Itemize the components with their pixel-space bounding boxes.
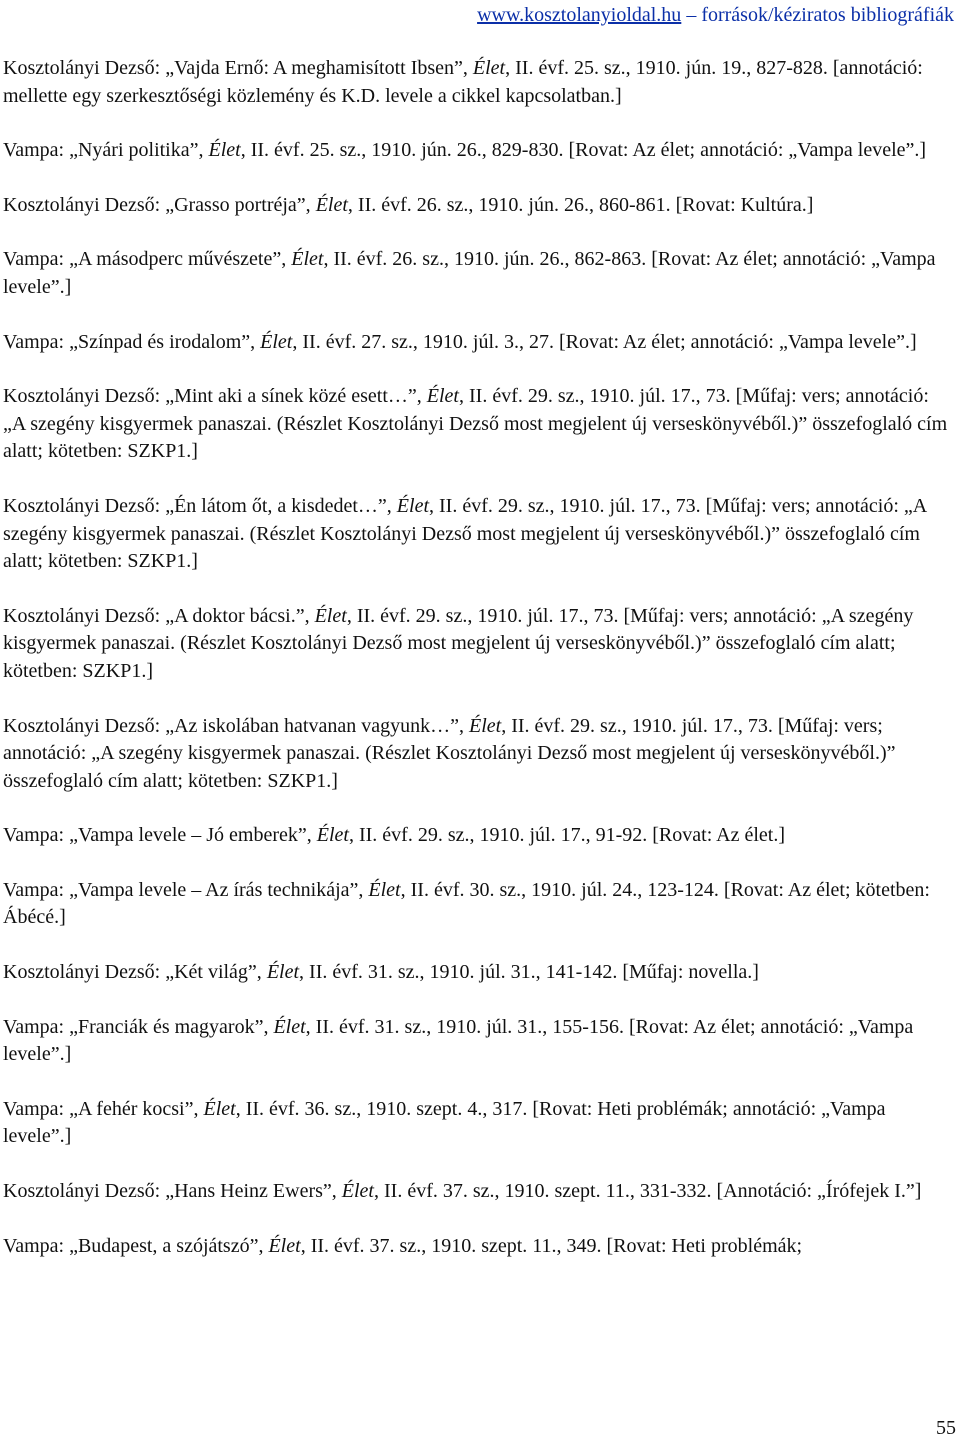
section-breadcrumb: – források/kéziratos bibliográfiák (686, 4, 954, 26)
entry-details: , II. évf. 25. sz., 1910. jún. 19., 827-828. [annotáció: mellette egy szerkesztőségi közlemény és K.D. levele a cikkel kapcsolatban.] (3, 57, 923, 107)
entry-text: Kosztolányi Dezső: „A doktor bácsi.”, (3, 604, 315, 627)
entry-text: Vampa: „Franciák és magyarok”, (3, 1015, 274, 1038)
bibliography-entry (3, 55, 955, 110)
entry-details: , II. évf. 37. sz., 1910. szept. 11., 349. [Rovat: Heti problémák; (300, 1234, 803, 1257)
bibliography-list (3, 55, 955, 1287)
bibliography-entry (3, 137, 955, 165)
entry-text: Kosztolányi Dezső: „Az iskolában hatvanan vagyunk…”, (3, 714, 469, 737)
journal-title: Élet (368, 878, 401, 901)
entry-details: , II. évf. 29. sz., 1910. júl. 17., 73. [Műfaj: vers; annotáció: „A szegény kisgyermek panaszai. (Részlet Kosztolányi Dezső most megjelent új verseskönyvéből.)” összefoglaló cím alatt; kötetben: SZKP1.] (3, 604, 914, 682)
entry-text: Kosztolányi Dezső: „Két világ”, (3, 961, 267, 984)
bibliography-entry (3, 493, 955, 576)
entry-details: , II. évf. 26. sz., 1910. jún. 26., 860-861. [Rovat: Kultúra.] (347, 193, 814, 216)
entry-text: Vampa: „Budapest, a szójátszó”, (3, 1234, 269, 1257)
bibliography-entry (3, 246, 955, 301)
entry-text: Kosztolányi Dezső: „Grasso portréja”, (3, 193, 316, 216)
entry-text: Vampa: „Vampa levele – Az írás technikája”, (3, 878, 369, 901)
entry-details: , II. évf. 26. sz., 1910. jún. 26., 862-863. [Rovat: Az élet; annotáció: „Vampa levele”.] (3, 248, 936, 298)
journal-title: Élet (472, 57, 506, 79)
journal-title: Élet (314, 604, 347, 627)
journal-title: Élet (291, 248, 324, 271)
bibliography-entry (3, 192, 955, 220)
entry-details: , II. évf. 27. sz., 1910. júl. 3., 27. [Rovat: Az élet; annotáció: „Vampa levele”.] (292, 330, 917, 353)
entry-details: , II. évf. 30. sz., 1910. júl. 24., 123-124. [Rovat: Az élet; kötetben: Ábécé.] (3, 878, 930, 929)
journal-title: Élet (341, 1180, 374, 1203)
entry-details: , II. évf. 31. sz., 1910. júl. 31., 155-156. [Rovat: Az élet; annotáció: „Vampa levele”.] (3, 1015, 914, 1066)
bibliography-entry (3, 877, 955, 932)
entry-text: Vampa: „A fehér kocsi”, (3, 1097, 204, 1120)
entry-text: Vampa: „Színpad és irodalom”, (3, 330, 261, 353)
entry-text: Kosztolányi Dezső: „Vajda Ernő: A meghamisított Ibsen”, (3, 57, 473, 79)
entry-details: , II. évf. 37. sz., 1910. szept. 11., 331-332. [Annotáció: „Írófejek I.”] (374, 1180, 922, 1203)
journal-title: Élet (203, 1097, 236, 1120)
bibliography-entry (3, 329, 955, 357)
entry-text: Vampa: „A másodperc művészete”, (3, 248, 292, 271)
entry-details: , II. évf. 25. sz., 1910. jún. 26., 829-830. [Rovat: Az élet; annotáció: „Vampa levele”.] (240, 139, 927, 162)
entry-details: , II. évf. 29. sz., 1910. júl. 17., 91-92. [Rovat: Az élet.] (348, 824, 786, 847)
entry-details: , II. évf. 29. sz., 1910. júl. 17., 73. [Műfaj: vers; annotáció: „A szegény kisgyermek panaszai. (Részlet Kosztolányi Dezső most megjelent új verseskönyvéből.)” összefoglaló cím alatt; kötetben: SZKP1.] (3, 714, 896, 792)
journal-title: Élet (273, 1015, 306, 1038)
journal-title: Élet (316, 824, 349, 847)
journal-title: Élet (426, 385, 459, 408)
journal-title: Élet (260, 330, 293, 353)
entry-text: Kosztolányi Dezső: „Hans Heinz Ewers”, (3, 1180, 342, 1203)
entry-details: , II. évf. 31. sz., 1910. júl. 31., 141-142. [Műfaj: novella.] (299, 961, 759, 984)
bibliography-entry (3, 713, 955, 796)
entry-text: Vampa: „Vampa levele – Jó emberek”, (3, 824, 317, 847)
journal-title: Élet (468, 714, 502, 737)
journal-title: Élet (266, 961, 300, 984)
entry-details: , II. évf. 36. sz., 1910. szept. 4., 317. [Rovat: Heti problémák; annotáció: „Vampa levele”.] (3, 1097, 886, 1148)
bibliography-entry (3, 1178, 955, 1206)
entry-text: Kosztolányi Dezső: „Mint aki a sínek közé esett…”, (3, 385, 427, 408)
entry-text: Vampa: „Nyári politika”, (3, 139, 209, 162)
journal-title: Élet (396, 494, 430, 517)
entry-details: , II. évf. 29. sz., 1910. júl. 17., 73. [Műfaj: vers; annotáció: „A szegény kisgyermek panaszai. (Részlet Kosztolányi Dezső most megjelent új verseskönyvéből.)” összefoglaló cím alatt; kötetben: SZKP1.] (3, 385, 948, 463)
journal-title: Élet (208, 139, 241, 162)
bibliography-entry (3, 1233, 955, 1261)
bibliography-entry (3, 1096, 955, 1151)
site-link[interactable]: www.kosztolanyioldal.hu (477, 4, 682, 26)
page-header (477, 2, 954, 28)
bibliography-entry (3, 603, 955, 686)
bibliography-entry (3, 822, 955, 850)
page-number: 55 (936, 1417, 956, 1439)
bibliography-entry (3, 383, 955, 466)
entry-details: , II. évf. 29. sz., 1910. júl. 17., 73. [Műfaj: vers; annotáció: „A szegény kisgyermek panaszai. (Részlet Kosztolányi Dezső most megjelent új verseskönyvéből.)” összefoglaló cím alatt; kötetben: SZKP1.] (3, 494, 927, 573)
journal-title: Élet (315, 193, 348, 216)
entry-text: Kosztolányi Dezső: „Én látom őt, a kisdedet…”, (3, 494, 397, 517)
bibliography-entry (3, 959, 955, 987)
journal-title: Élet (268, 1234, 301, 1257)
bibliography-entry (3, 1014, 955, 1069)
